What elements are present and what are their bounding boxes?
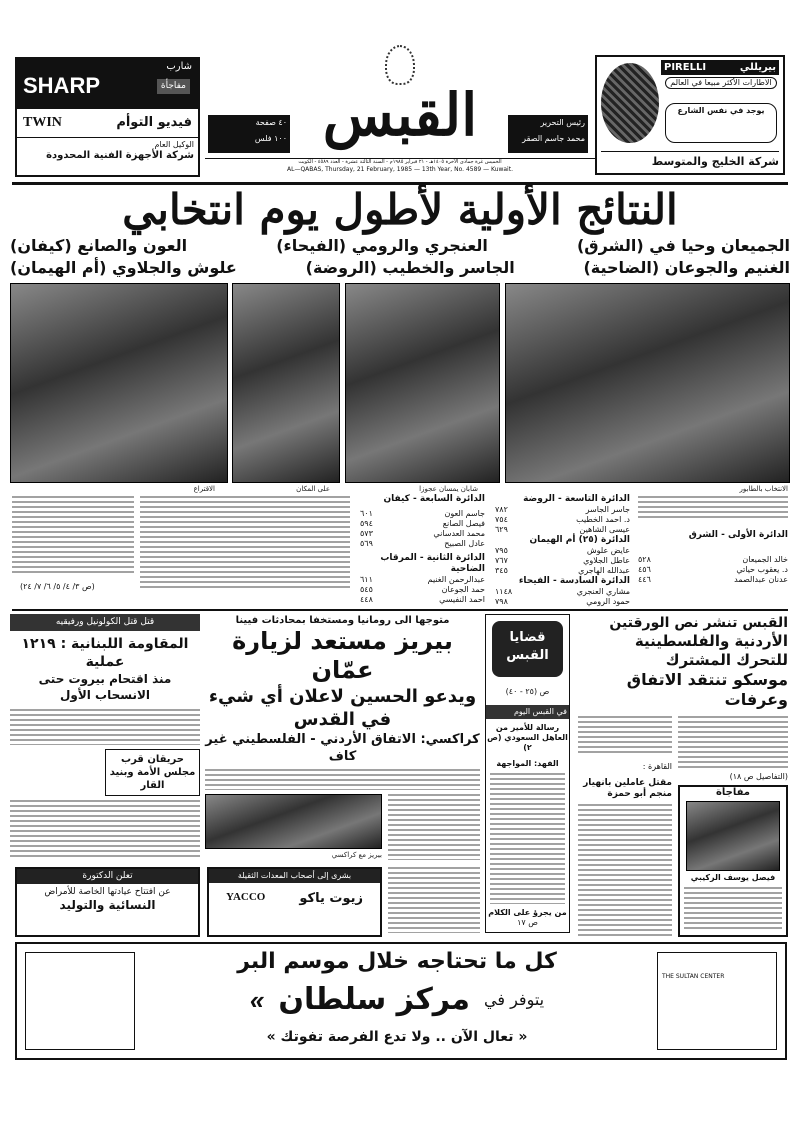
sharp-ad[interactable]: [15, 57, 200, 177]
caption: على المكان: [296, 485, 330, 493]
qadaya-title: قضايا القبس: [492, 621, 563, 677]
divider: [12, 609, 788, 611]
price-box: [208, 115, 290, 153]
yacco-brand: YACCO: [226, 891, 266, 903]
candidate: عبدالرحمن الغنيم: [427, 575, 485, 584]
today-item[interactable]: من يجرؤ على الكلام: [488, 908, 567, 917]
page-refs: (ص ٣/ ٤/ ٥/ ٦/ ٧/ ٢٤): [20, 582, 95, 591]
votes: ٥٤٥: [360, 585, 373, 594]
district-title: الدائرة الأولى - الشرق: [688, 530, 788, 540]
tire-image: [601, 63, 659, 143]
lead-subheads-1: [10, 236, 790, 256]
candidate: حمود الرومي: [586, 597, 630, 606]
clinic-line-1: عن افتتاح عيادتها الخاصة للأمراض: [44, 887, 171, 897]
twin-label: TWIN: [23, 115, 62, 130]
mine-subhead: مقتل عاملين بانهيار منجم أبو حمزة: [583, 778, 672, 799]
district-title: الدائرة الثانية - المرقاب الضاحية: [380, 553, 485, 574]
subhead: الجاسر والخطيب (الروضة): [305, 258, 515, 277]
candidate: فيصل الصانع: [442, 519, 485, 528]
sultan-center-ad[interactable]: [15, 942, 787, 1060]
subhead: العنجري والرومي (الفيحاء): [276, 236, 488, 255]
page-count: ٤٠ صفحة: [255, 118, 287, 127]
sharp-brand-ar: شارب: [166, 61, 192, 72]
votes: ٤٥٦: [638, 565, 651, 574]
yacco-ad[interactable]: [207, 867, 382, 937]
masthead-logo: القبس: [322, 81, 478, 149]
qadaya-box[interactable]: [485, 614, 570, 933]
sultan-brand: مركز سلطان: [278, 982, 471, 1017]
dateline-en: AL—QABAS, Thursday, 21 February, 1985 — 13th Year, No. 4589 — Kuwait.: [287, 166, 513, 173]
clinic-heading: تعلن الدكتورة: [17, 869, 198, 884]
promo-name: فيصل يوسف الركيبي: [690, 873, 776, 882]
subhead: الغنيم والجوعان (الضاحية): [583, 258, 790, 277]
subhead: الجميعان وحيا في (الشرق): [576, 236, 790, 255]
sharp-agent-company: شركة الأجهزة الفنية المحدودة: [46, 150, 194, 161]
votes: ٧٦٧: [495, 556, 508, 565]
caption: الاقتراع: [193, 485, 215, 493]
subhead: علوش والجلاوي (أم الهيمان): [10, 258, 237, 277]
price: ١٠٠ فلس: [254, 134, 287, 143]
photo-youths: [345, 283, 500, 483]
plo-headline-1: الأردنية والفلسطينية للتحرك المشترك: [634, 632, 788, 669]
caption: الانتخاب بالطابور: [739, 485, 788, 493]
caption: شابان يمسان عجوزا: [419, 485, 478, 493]
yacco-heading: بشرى إلى أصحاب المعدات الثقيلة: [209, 869, 380, 883]
today-item: ص ١٧: [517, 918, 538, 927]
candidate: عاطل الجلاوي: [583, 556, 630, 565]
lebanon-headline-2: منذ اقتحام بيروت حتى الانسحاب الأول: [38, 672, 172, 702]
plo-headline-2: موسكو تنتقد الاتفاق وعرفات: [626, 670, 788, 709]
qadaya-pages: ص (٢٥ - ٤٠): [505, 687, 550, 696]
candidate: جاسم العون: [444, 509, 485, 518]
district-title: الدائرة (٢٥) أم الهيمان: [529, 535, 630, 545]
editor-box: [508, 115, 588, 153]
sultan-en: THE SULTAN CENTER: [662, 973, 725, 980]
votes: ٦٢٩: [495, 525, 508, 534]
results-article-text: [12, 496, 134, 576]
surprise-badge: مفاجأة: [157, 79, 190, 94]
votes: ٣٤٥: [495, 566, 508, 575]
pirelli-note: يوجد في نفس الشارع: [665, 103, 777, 143]
candidate: عايض علوش: [586, 546, 630, 555]
yacco-brand-ar: زيوت ياكو: [299, 891, 363, 906]
lebanon-headline-1: المقاومة اللبنانية : ١٢١٩ عملية: [21, 636, 189, 670]
peres-photo: [205, 794, 382, 849]
candidate: عدنان عبدالصمد: [734, 575, 788, 584]
today-item[interactable]: رسالة للأمير من العاهل السعودي (ص ٢): [487, 723, 568, 752]
fire-subhead: حريقان قرب مجلس الأمة وبنيد القار: [105, 749, 200, 796]
peres-headline-1: بيريز مستعد لزيارة عمّان: [232, 627, 453, 684]
votes: ٧٥٤: [495, 515, 508, 524]
result-districts-9-25-6: [495, 494, 630, 607]
promo-ad[interactable]: [678, 785, 788, 937]
peres-kicker: متوجها الى رومانيا ومستخفا بمحادثات فيينا: [235, 615, 450, 626]
photo-caption: بيريز مع كراكسي: [331, 851, 382, 859]
result-districts-7-2: [360, 494, 485, 605]
pirelli-slogan: الاطارات الأكثر مبيعا في العالم: [665, 77, 777, 89]
candidate: عيسى الشاهين: [579, 525, 630, 534]
candidate: حمد الجوعان: [441, 585, 485, 594]
plo-headline-0: القبس تنشر نص الورقتين: [609, 615, 788, 631]
photo-ballot: [10, 283, 228, 483]
twin-video-label: فيديو التوأم: [116, 115, 192, 130]
district-title: الدائرة السابعة - كيفان: [383, 494, 485, 504]
sultan-line-2: يتوفر في: [484, 990, 545, 1009]
cairo-dateline: القاهرة :: [642, 762, 672, 771]
clinic-line-2: النسائية والتوليد: [59, 898, 156, 912]
clinic-ad[interactable]: [15, 867, 200, 937]
sultan-line-1: كل ما تحتاجه خلال موسم البر: [237, 949, 557, 974]
votes: ١١٤٨: [495, 587, 513, 596]
candidate: مشاري العنجري: [576, 587, 630, 596]
peres-headline-2: ويدعو الحسين لاعلان أي شيء في القدس: [208, 686, 477, 730]
votes: ٤٤٨: [360, 595, 373, 604]
votes: ٥٧٣: [360, 529, 373, 538]
photo-place: [232, 283, 340, 483]
candidate: عادل الصبيح: [444, 539, 485, 548]
pirelli-company: شركة الخليج والمتوسط: [601, 151, 779, 169]
location-map: [25, 952, 135, 1050]
votes: ٧٩٨: [495, 597, 508, 606]
candidate: احمد النفيسي: [439, 595, 485, 604]
votes: ٥٩٤: [360, 519, 373, 528]
dateline-ar: الخميس غرة جمادى الآخرة ١٤٠٥هـ - ٢١ فبراير ١٩٨٥م - السنة الثالثة عشرة - العدد ٤٥٨٩ - الكويت: [298, 159, 502, 165]
peres-text: [388, 867, 480, 933]
candidate: د. يعقوب حياتي: [736, 565, 788, 574]
candidate: محمد العدساني: [433, 529, 485, 538]
pirelli-brand-ar: بيريللي: [739, 62, 776, 73]
agent-label: الوكيل العام: [154, 140, 194, 149]
promo-portrait: [686, 801, 780, 871]
peres-text: [388, 794, 480, 860]
subhead: العون والصانع (كيفان): [10, 236, 188, 255]
candidate: عبدالله الهاجري: [578, 566, 630, 575]
lead-subheads-2: [10, 258, 790, 278]
details-ref: (التفاصيل ص ١٨): [729, 772, 788, 781]
sun-emblem-icon: [385, 45, 415, 85]
lebanon-story[interactable]: [10, 614, 200, 860]
votes: ٥٦٩: [360, 539, 373, 548]
today-section-header: في القبس اليوم: [486, 705, 569, 719]
lebanon-kicker: قتل قتل الكولونيل ورفيقيه: [10, 614, 200, 631]
votes: ٧٩٥: [495, 546, 508, 555]
plo-story[interactable]: [578, 614, 788, 937]
votes: ٦٠١: [360, 509, 373, 518]
votes: ٧٨٢: [495, 505, 508, 514]
sultan-logo-icon: »: [249, 984, 265, 1015]
sharp-brand: SHARP: [23, 73, 101, 98]
votes: ٥٢٨: [638, 555, 651, 564]
editor-name: محمد جاسم الصقر: [522, 134, 585, 143]
candidate: خالد الجميعان: [742, 555, 788, 564]
lead-headline: النتائج الأولية لأطول يوم انتخابي: [122, 185, 678, 234]
plo-right-column: [678, 716, 788, 937]
pirelli-ad[interactable]: [595, 55, 785, 175]
votes: ٤٤٦: [638, 575, 651, 584]
peres-text: [205, 769, 480, 790]
district-title: الدائرة التاسعة - الروضة: [523, 494, 630, 504]
votes: ٦١١: [360, 575, 373, 584]
location-map: [657, 952, 777, 1050]
results-intro: [638, 496, 788, 518]
result-district-1: [638, 530, 788, 585]
promo-label: مفاجأة: [715, 787, 750, 798]
dateline: [205, 158, 595, 174]
district-title: الدائرة السادسة - الفيحاء: [518, 576, 630, 586]
pirelli-brand: PIRELLI: [664, 62, 707, 73]
photo-queue: [505, 283, 790, 483]
editor-label: رئيس التحرير: [540, 118, 585, 127]
candidate: جاسر الجاسر: [585, 505, 630, 514]
peres-story[interactable]: [205, 614, 480, 860]
today-item[interactable]: الفهد: المواجهة: [496, 759, 559, 768]
plo-left-column: [578, 716, 672, 937]
candidate: د. احمد الخطيب: [576, 515, 630, 524]
peres-headline-3: كراكسي: الاتفاق الأردني - الفلسطيني غير كاف: [205, 732, 480, 764]
results-article-text: [140, 496, 350, 588]
sultan-line-3: « تعال الآن .. ولا تدع الفرصة تفوتك »: [266, 1029, 528, 1045]
